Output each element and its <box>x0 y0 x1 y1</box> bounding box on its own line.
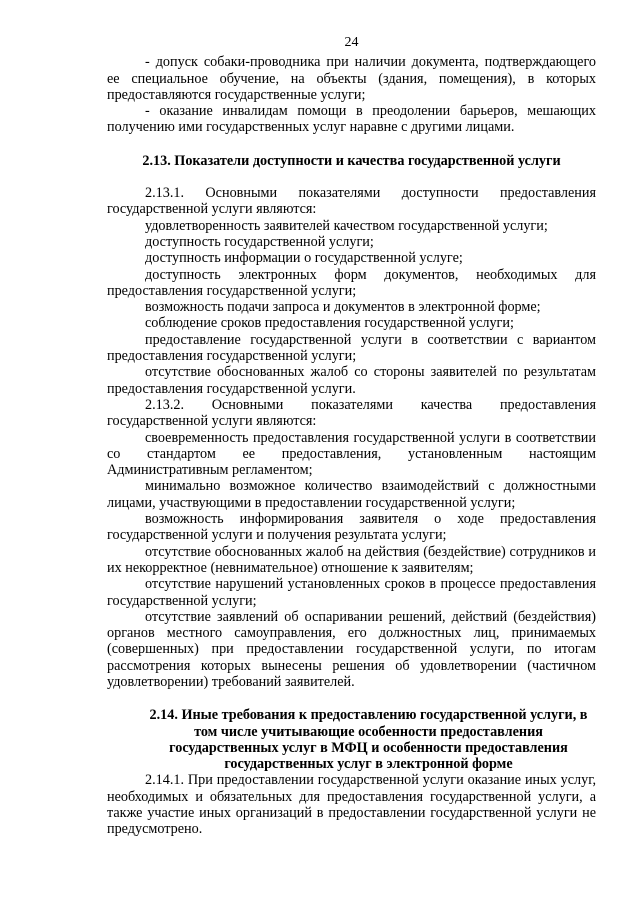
accessibility-item: доступность государственной услуги; <box>145 233 374 250</box>
accessibility-item: предоставление государственной услуги в соответствии с вариантом предоставления государственной услуги; <box>107 331 596 365</box>
accessibility-item: возможность подачи запроса и документов в электронной форме; <box>145 299 541 316</box>
page-number: 24 <box>344 35 359 50</box>
accessibility-item: отсутствие обоснованных жалоб со стороны заявителей по результатам предоставления государственной услуги. <box>107 364 596 397</box>
accessibility-item: доступность электронных форм документов, необходимых для предоставления государственной услуги; <box>107 266 596 299</box>
quality-item: отсутствие заявлений об оспаривании решений, действий (бездействия) органов местного самоуправления, его должностных лиц, принимаемых (совершенных) при предоставлении государственной услуги, по итогам рассмотрения которых вынесены решения об удовлетворении (частичном удовлетворении) требований заявителей. <box>107 608 596 690</box>
accessibility-item: удовлетворенность заявителей качеством государственной услуги; <box>145 217 548 234</box>
section-2-14-heading: 2.14. Иные требования к предоставлению государственной услуги, в том числе учитывающие особенности предоставления государственных услуг в МФЦ и особенности предоставления государственных услуг в электронной форме <box>149 707 588 773</box>
accessibility-item: доступность информации о государственной услуге; <box>145 250 463 267</box>
document-page <box>107 35 596 838</box>
quality-item: возможность информирования заявителя о ходе предоставления государственной услуги и получения результата услуги; <box>107 511 596 544</box>
intro-item-1: - допуск собаки-проводника при наличии документа, подтверждающего ее специальное обучение, на объекты (здания, помещения), в которых предоставляются государственные услуги; <box>107 54 596 103</box>
section-2-14-1-paragraph: 2.14.1. При предоставлении государственной услуги оказание иных услуг, необходимых и обязательных для предоставления государственной услуги, а также участие иных организаций в предоставлении государственной услуги не предусмотрено. <box>107 772 596 838</box>
accessibility-item: соблюдение сроков предоставления государственной услуги; <box>145 315 514 332</box>
quality-item: отсутствие обоснованных жалоб на действия (бездействие) сотрудников и их некорректное (невнимательное) отношение к заявителям; <box>107 543 596 576</box>
quality-item: минимально возможное количество взаимодействий с должностными лицами, участвующими в предоставлении государственной услуги; <box>107 478 596 511</box>
intro-item-2: - оказание инвалидам помощи в преодолении барьеров, мешающих получению ими государственных услуг наравне с другими лицами. <box>107 103 596 136</box>
section-2-13-2-intro: 2.13.2. Основными показателями качества предоставления государственной услуги являются: <box>107 396 596 430</box>
section-2-13-heading: 2.13. Показатели доступности и качества государственной услуги <box>142 152 561 169</box>
section-2-13-1-intro: 2.13.1. Основными показателями доступности предоставления государственной услуги являются: <box>107 185 596 218</box>
quality-item: своевременность предоставления государственной услуги в соответствии со стандартом ее предоставления, установленным настоящим Административным регламентом; <box>107 429 596 479</box>
quality-item: отсутствие нарушений установленных сроков в процессе предоставления государственной услуги; <box>107 576 596 609</box>
